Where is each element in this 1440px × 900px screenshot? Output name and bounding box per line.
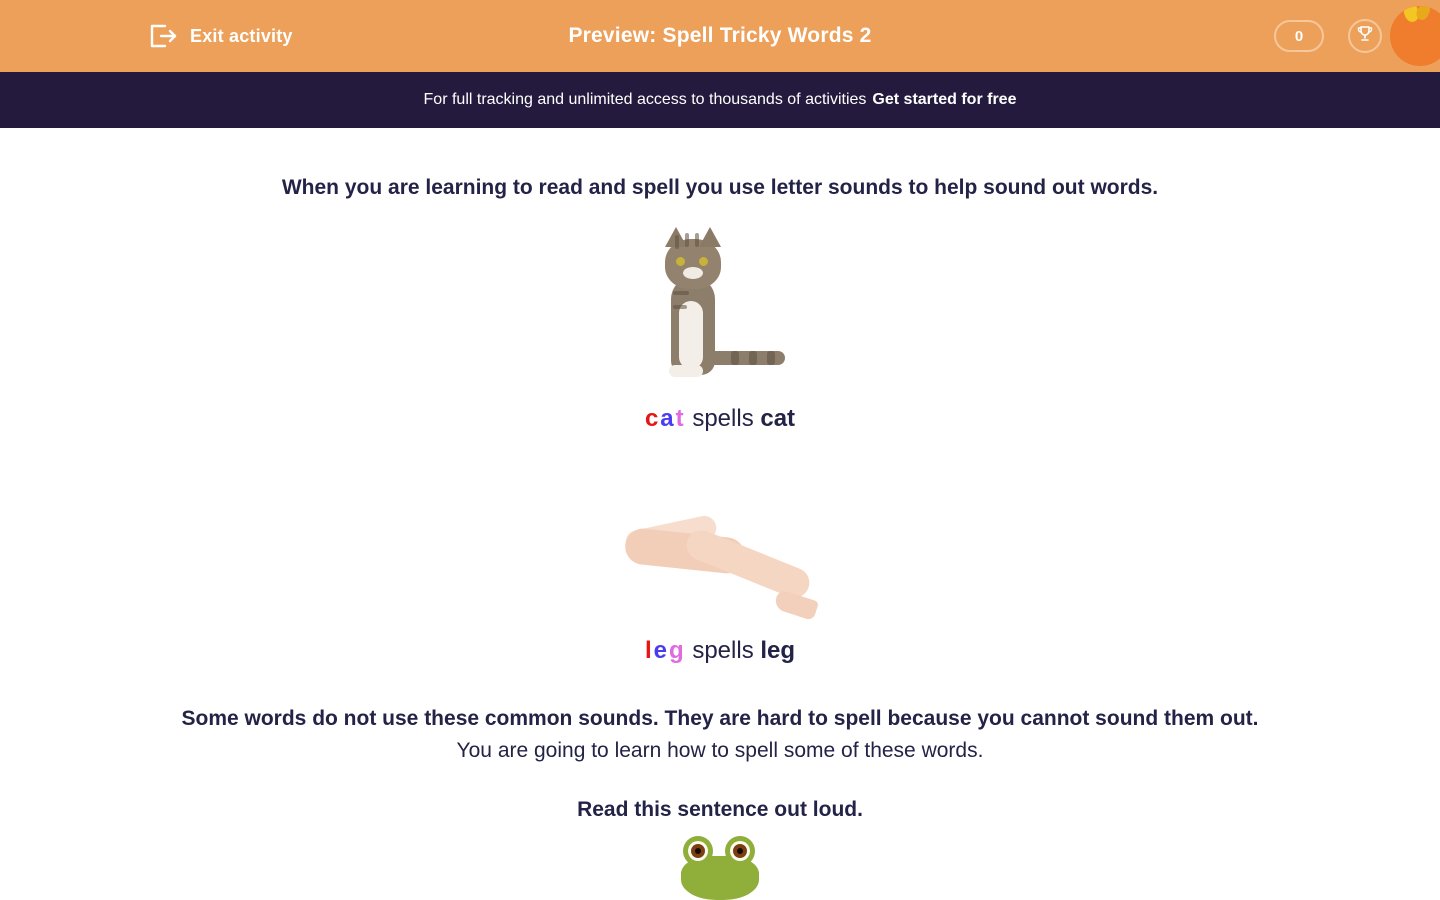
cat-word: cat bbox=[760, 405, 796, 433]
cat-caption bbox=[0, 405, 1440, 433]
trophy-button[interactable] bbox=[1348, 19, 1382, 53]
get-started-link[interactable]: Get started for free bbox=[872, 91, 1017, 108]
cat-photo bbox=[0, 231, 1440, 391]
exit-activity-label: Exit activity bbox=[190, 25, 293, 46]
promo-text: For full tracking and unlimited access to thousands of activities bbox=[423, 91, 867, 108]
trophy-icon bbox=[1355, 24, 1375, 49]
leg-caption bbox=[0, 637, 1440, 665]
cat-letter-3: t bbox=[675, 405, 686, 433]
leg-letter-1: l bbox=[644, 637, 654, 665]
read-instruction: Read this sentence out loud. bbox=[577, 798, 863, 822]
cat-spells-label: spells bbox=[692, 405, 754, 433]
frog-illustration bbox=[677, 836, 763, 896]
paragraph-tricky-words: Some words do not use these common sounds. They are hard to spell because you cannot sound them out. bbox=[181, 707, 1259, 731]
leg-letter-3: g bbox=[668, 637, 686, 665]
top-bar bbox=[0, 0, 1440, 72]
paragraph-learn-spell: You are going to learn how to spell some of these words. bbox=[456, 738, 984, 762]
activity-content bbox=[0, 128, 1440, 896]
example-cat bbox=[0, 231, 1440, 433]
page-title: Preview: Spell Tricky Words 2 bbox=[568, 24, 872, 47]
cat-letter-2: a bbox=[660, 405, 676, 433]
leg-spells-label: spells bbox=[692, 637, 754, 665]
leg-word: leg bbox=[760, 637, 796, 665]
intro-text: When you are learning to read and spell you use letter sounds to help sound out words. bbox=[281, 176, 1159, 199]
top-bar-right-group bbox=[1274, 0, 1440, 72]
example-leg bbox=[0, 463, 1440, 665]
cat-letter-1: c bbox=[644, 405, 661, 433]
avatar[interactable] bbox=[1390, 6, 1440, 66]
cat-illustration bbox=[645, 231, 795, 391]
promo-banner bbox=[0, 72, 1440, 128]
leg-letter-2: e bbox=[653, 637, 669, 665]
leg-photo bbox=[0, 463, 1440, 623]
leg-illustration bbox=[625, 523, 815, 623]
score-badge[interactable]: 0 bbox=[1274, 20, 1324, 52]
